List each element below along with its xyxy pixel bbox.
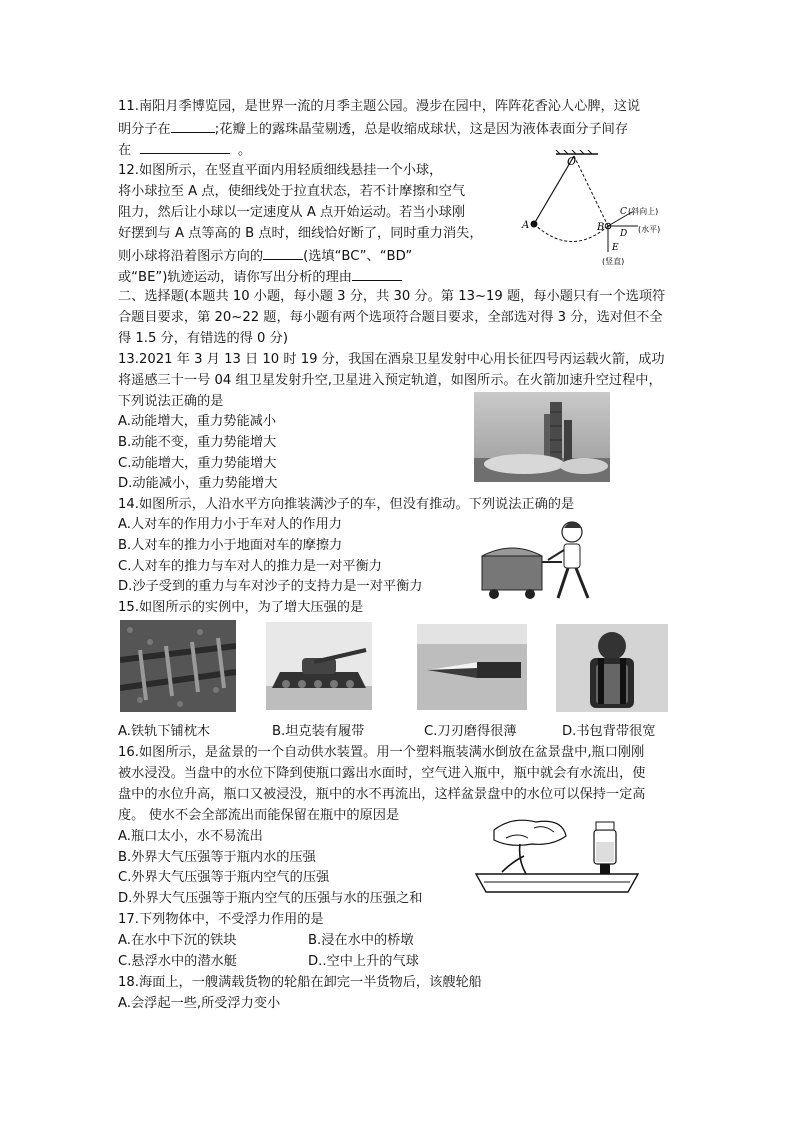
q15-option-d: D.书包背带很宽 bbox=[562, 724, 656, 739]
q18-line1: 18.海面上，一艘满载货物的轮船在卸完一半货物后，该艘轮船 bbox=[118, 975, 482, 990]
answer-blank bbox=[263, 245, 303, 260]
q12-text-5b: (选填“BC”、“BD” bbox=[303, 249, 413, 264]
q12-line3: 阻力，然后让小球以一定速度从 A 点开始运动。若当小球刚 bbox=[118, 205, 466, 220]
q12-text-6a: 或“BE”)轨迹运动，请你写出分析的理由 bbox=[118, 270, 352, 285]
q17-option-d: D..空中上升的气球 bbox=[308, 954, 419, 969]
section2-line3: 得 1.5 分，有错选的得 0 分) bbox=[118, 331, 288, 346]
q14-option-b: B.人对车的推力小于地面对车的摩擦力 bbox=[118, 538, 343, 553]
q13-line1: 13.2021 年 3 月 13 日 10 时 19 分，我国在酒泉卫星发射中心用长征四号丙运载火箭，成功 bbox=[118, 352, 665, 367]
q16-option-c: C.外界大气压强等于瓶内空气的压强 bbox=[118, 870, 330, 885]
railway-image bbox=[120, 620, 236, 712]
string-dashed-line bbox=[574, 156, 608, 226]
q13-option-c: C.动能增大，重力势能增大 bbox=[118, 456, 277, 471]
q16-line1: 16.如图所示，是盆景的一个自动供水装置。用一个塑料瓶装满水倒放在盆景盘中,瓶口刚刚 bbox=[118, 745, 645, 760]
q16-option-d: D.外界大气压强等于瓶内空气的压强与水的压强之和 bbox=[118, 891, 423, 906]
q15-option-c: C.刀刃磨得很薄 bbox=[424, 724, 517, 739]
q12-text-5a: 则小球将沿着图示方向的 bbox=[118, 249, 264, 264]
bonsai-water-figure bbox=[472, 816, 642, 896]
pendulum-figure bbox=[516, 150, 668, 270]
rocket-launch-image bbox=[474, 392, 610, 482]
q12-line1: 12.如图所示，在竖直平面内用轻质细线悬挂一个小球， bbox=[118, 163, 443, 178]
q16-line3: 盘中的水位升高，瓶口又被浸没，瓶中的水不再流出，这样盆景盘中的水位可以保持一定高 bbox=[118, 787, 646, 802]
q14-option-c: C.人对车的推力与车对人的推力是一对平衡力 bbox=[118, 559, 382, 574]
tank-image bbox=[266, 622, 372, 710]
label-e: E bbox=[612, 243, 619, 253]
q12-line6 bbox=[118, 266, 402, 288]
label-b: B bbox=[597, 222, 605, 233]
answer-blank bbox=[171, 118, 215, 133]
label-c: C bbox=[620, 207, 627, 217]
label-o: O bbox=[567, 155, 577, 168]
q11-text-3a: 在 bbox=[118, 143, 132, 158]
q15-line1: 15.如图所示的实例中，为了增大压强的是 bbox=[118, 600, 364, 615]
q13-option-d: D.动能减小，重力势能增大 bbox=[118, 476, 278, 491]
q11-line2 bbox=[118, 118, 628, 140]
q16-line2: 被水浸没。当盘中的水位下降到使瓶口露出水面时，空气进入瓶中，瓶中就会有水流出，使 bbox=[118, 766, 646, 781]
section2-line1: 二、选择题(本题共 10 小题，每小题 3 分，共 30 分。第 13~19 题，每小题只有一个选项符 bbox=[118, 289, 666, 304]
q17-option-c: C.悬浮水中的潜水艇 bbox=[118, 954, 237, 969]
q13-line3: 下列说法正确的是 bbox=[118, 394, 224, 409]
q16-option-b: B.外界大气压强等于瓶内水的压强 bbox=[118, 850, 316, 865]
backpack-image bbox=[556, 624, 668, 712]
q13-line2: 将遥感三十一号 04 组卫星发射升空,卫星进入预定轨道，如图所示。在火箭加速升空过程中， bbox=[118, 373, 662, 388]
q14-option-d: D.沙子受到的重力与车对沙子的支持力是一对平衡力 bbox=[118, 579, 423, 594]
label-d: D bbox=[620, 229, 628, 239]
label-d-note: (水平) bbox=[638, 225, 661, 234]
q13-option-a: A.动能增大，重力势能减小 bbox=[118, 414, 277, 429]
q15-option-b: B.坦克装有履带 bbox=[272, 724, 365, 739]
push-cart-figure bbox=[472, 516, 606, 606]
q14-option-a: A.人对车的作用力小于车对人的作用力 bbox=[118, 517, 342, 532]
q17-option-a: A.在水中下沉的铁块 bbox=[118, 933, 237, 948]
q15-option-a: A.铁轨下铺枕木 bbox=[118, 724, 211, 739]
label-c-note: (斜向上) bbox=[628, 207, 659, 216]
label-e-note: (竖直) bbox=[602, 257, 625, 266]
q12-line2: 将小球拉至 A 点，使细线处于拉直状态，若不计摩擦和空气 bbox=[118, 184, 466, 199]
q17-option-b: B.浸在水中的桥墩 bbox=[308, 933, 414, 948]
q11-line1: 11.南阳月季博览园，是世界一流的月季主题公园。漫步在园中，阵阵花香沁人心脾，这说 bbox=[118, 99, 641, 114]
q14-line1: 14.如图所示，人沿水平方向推装满沙子的车，但没有推动。下列说法正确的是 bbox=[118, 497, 575, 512]
q11-text-3b: 。 bbox=[237, 143, 252, 158]
q17-line1: 17.下列物体中，不受浮力作用的是 bbox=[118, 912, 324, 927]
answer-blank bbox=[140, 139, 230, 154]
label-a: A bbox=[522, 220, 530, 231]
q18-option-a: A.会浮起一些,所受浮力变小 bbox=[118, 996, 281, 1011]
q11-text-2b: ;花瓣上的露珠晶莹剔透，总是收缩成球状，这是因为液体表面分子间存 bbox=[214, 122, 629, 137]
answer-blank bbox=[352, 266, 402, 281]
section2-line2: 合题目要求，第 20~22 题，每小题有两个选项符合题目要求，全部选对得 3 分，选对但不全 bbox=[118, 310, 663, 325]
ball-a bbox=[531, 221, 538, 228]
q11-line3 bbox=[118, 139, 251, 161]
q12-line5 bbox=[118, 245, 412, 267]
q16-line4: 度。 使水不会全部流出而能保留在瓶中的原因是 bbox=[118, 808, 400, 823]
blade-image bbox=[417, 624, 527, 710]
q13-option-b: B.动能不变，重力势能增大 bbox=[118, 435, 277, 450]
q12-line4: 好摆到与 A 点等高的 B 点时，细线恰好断了，同时重力消失， bbox=[118, 226, 483, 241]
q16-option-a: A.瓶口太小，水不易流出 bbox=[118, 829, 263, 844]
q11-text-2a: 明分子在 bbox=[118, 122, 171, 137]
